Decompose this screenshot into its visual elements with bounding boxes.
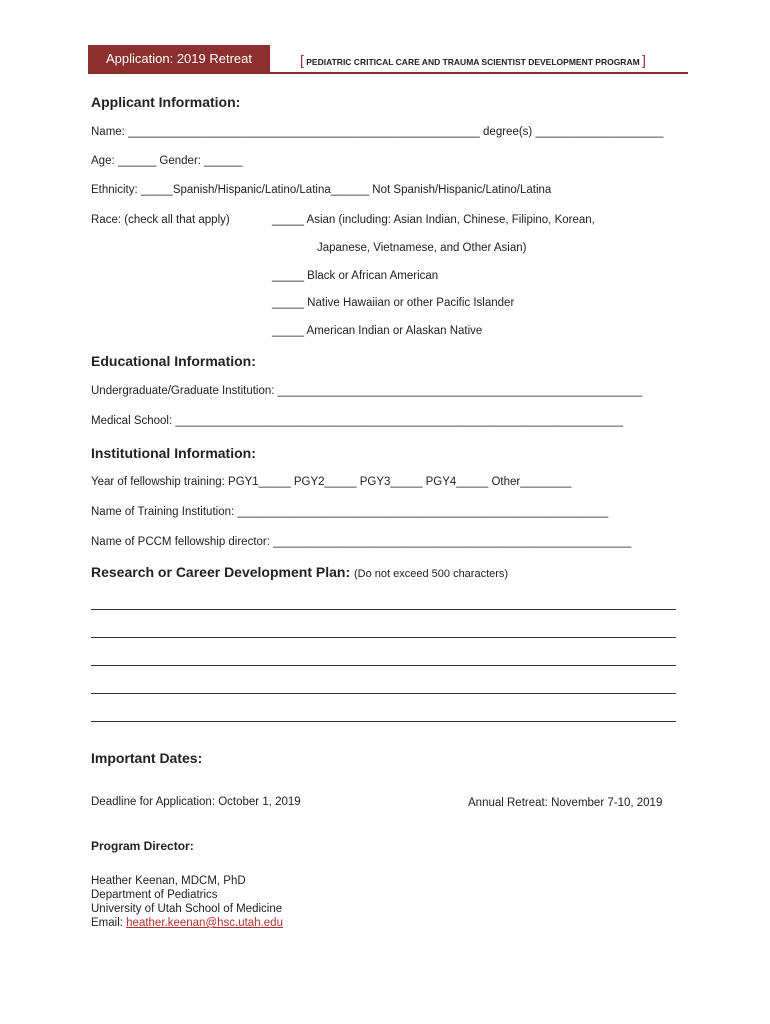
research-heading-text: Research or Career Development Plan: [91, 564, 351, 580]
retreat-text: Annual Retreat: November 7-10, 2019 [468, 797, 663, 809]
director-name: Heather Keenan, MDCM, PhD [91, 875, 246, 887]
training-institution-field[interactable]: Name of Training Institution: __________________________________________________________ [91, 506, 609, 518]
age-gender-field[interactable]: Age: ______ Gender: ______ [91, 155, 243, 167]
research-line-2[interactable] [91, 637, 676, 638]
race-option-black[interactable]: _____ Black or African American [272, 270, 439, 282]
education-heading: Educational Information: [91, 353, 256, 369]
deadline-text: Deadline for Application: October 1, 2019 [91, 796, 301, 808]
program-title [300, 52, 646, 68]
fellowship-year-field[interactable]: Year of fellowship training: PGY1_____ PGY2_____ PGY3_____ PGY4_____ Other________ [91, 476, 572, 488]
race-option-asian[interactable]: _____ Asian (including: Asian Indian, Chinese, Filipino, Korean, [272, 214, 595, 226]
institution-heading: Institutional Information: [91, 445, 256, 461]
director-school: University of Utah School of Medicine [91, 903, 283, 915]
undergrad-field[interactable]: Undergraduate/Graduate Institution: _________________________________________________________ [91, 385, 643, 397]
ethnicity-field[interactable]: Ethnicity: _____Spanish/Hispanic/Latino/Latina______ Not Spanish/Hispanic/Latino/Latina [91, 184, 552, 196]
director-department: Department of Pediatrics [91, 889, 218, 901]
director-email-line [91, 917, 283, 929]
applicant-heading: Applicant Information: [91, 94, 241, 110]
research-line-5[interactable] [91, 721, 676, 722]
race-option-native[interactable]: _____ American Indian or Alaskan Native [272, 325, 483, 337]
pccm-director-field[interactable]: Name of PCCM fellowship director: ________________________________________________________ [91, 536, 632, 548]
race-option-asian-cont: Japanese, Vietnamese, and Other Asian) [317, 242, 527, 254]
race-option-pacific[interactable]: _____ Native Hawaiian or other Pacific Islander [272, 297, 515, 309]
director-heading: Program Director: [91, 839, 194, 853]
research-note: (Do not exceed 500 characters) [354, 568, 509, 580]
research-line-1[interactable] [91, 609, 676, 610]
name-field[interactable]: Name: _______________________________________________________ degree(s) ____________________ [91, 126, 664, 138]
research-line-3[interactable] [91, 665, 676, 666]
program-title-text: PEDIATRIC CRITICAL CARE AND TRAUMA SCIENTIST DEVELOPMENT PROGRAM [306, 57, 640, 67]
research-line-4[interactable] [91, 693, 676, 694]
bracket-close: ] [642, 52, 646, 68]
header-tab: Application: 2019 Retreat [88, 45, 270, 73]
medical-school-field[interactable]: Medical School: ______________________________________________________________________ [91, 415, 624, 427]
bracket-open: [ [300, 52, 304, 68]
dates-heading: Important Dates: [91, 750, 203, 766]
email-link[interactable]: heather.keenan@hsc.utah.edu [126, 917, 283, 929]
header-rule [88, 72, 688, 74]
email-label: Email: [91, 917, 123, 929]
race-label: Race: (check all that apply) [91, 214, 230, 226]
research-heading [91, 564, 508, 580]
